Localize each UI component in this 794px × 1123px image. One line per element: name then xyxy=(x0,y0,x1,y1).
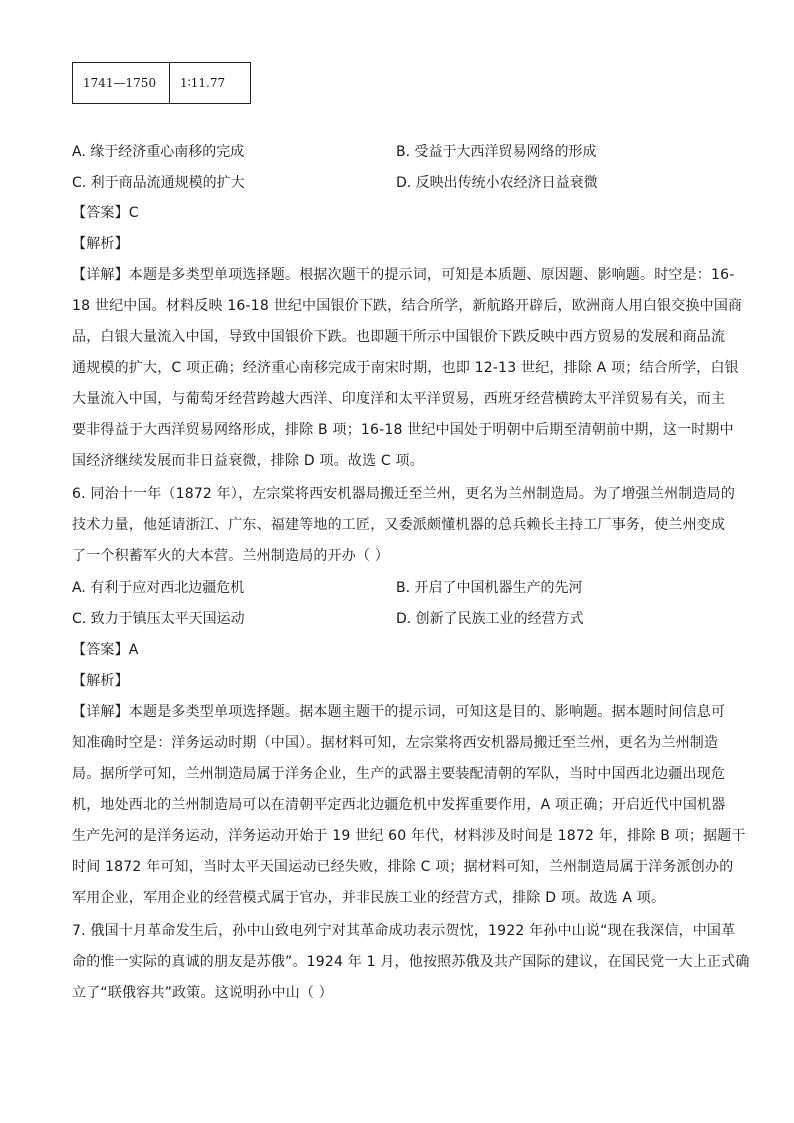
q6-analysis-label: 【解析】 xyxy=(72,673,129,689)
q5-detail-line: 18 世纪中国。材料反映 16-18 世纪中国银价下跌，结合所学，新航路开辟后，欧洲商人用白银交换中国商 xyxy=(72,298,743,314)
period-cell: 1741—1750 xyxy=(73,63,170,104)
q6-stem-line: 了一个积蓄军火的大本营。兰州制造局的开办（ ） xyxy=(72,548,390,564)
q7-stem-line: 命的惟一实际的真诚的朋友是苏俄”。1924 年 1 月，他按照苏俄及共产国际的建议，在国民党一大上正式确 xyxy=(72,954,750,970)
q6-stem-line: 6. 同治十一年（1872 年），左宗棠将西安机器局搬迁至兰州，更名为兰州制造局。为了增强兰州制造局的 xyxy=(72,486,736,502)
q7-stem-line: 7. 俄国十月革命发生后，孙中山致电列宁对其革命成功表示贺忱，1922 年孙中山说“现在我深信，中国革 xyxy=(72,923,736,939)
q6-option-d[interactable]: D. 创新了民族工业的经营方式 xyxy=(396,611,584,627)
q5-option-c[interactable]: C. 利于商品流通规模的扩大 xyxy=(72,175,245,191)
q5-detail-line: 大量流入中国，与葡萄牙经营跨越大西洋、印度洋和太平洋贸易，西班牙经营横跨太平洋贸易有关，而主 xyxy=(72,391,726,407)
q6-detail-line: 局。据所学可知，兰州制造局属于洋务企业，生产的武器主要装配清朝的军队，当时中国西北边疆出现危 xyxy=(72,766,726,782)
ratio-cell: 1∶11.77 xyxy=(170,63,251,104)
q6-detail-line: 【详解】本题是多类型单项选择题。据本题主题干的提示词，可知这是目的、影响题。据本题时间信息可 xyxy=(72,704,726,720)
table-row xyxy=(73,63,251,104)
q5-detail-line: 要非得益于大西洋贸易网络形成，排除 B 项；16-18 世纪中国处于明朝中后期至清朝前中期，这一时期中 xyxy=(72,422,734,438)
q6-option-c[interactable]: C. 致力于镇压太平天国运动 xyxy=(72,611,245,627)
silver-ratio-table xyxy=(72,62,251,104)
q5-detail-line: 品，白银大量流入中国，导致中国银价下跌。也即题干所示中国银价下跌反映中西方贸易的发展和商品流 xyxy=(72,329,726,345)
q5-analysis-label: 【解析】 xyxy=(72,236,129,252)
q6-detail-line: 机，地处西北的兰州制造局可以在清朝平定西北边疆危机中发挥重要作用，A 项正确；开启近代中国机器 xyxy=(72,797,726,813)
q7-stem-line: 立了“联俄容共”政策。这说明孙中山（ ） xyxy=(72,985,333,1001)
q6-detail-line: 时间 1872 年可知，当时太平天国运动已经失败，排除 C 项；据材料可知，兰州制造局属于洋务派创办的 xyxy=(72,859,734,875)
q6-detail-line: 知准确时空是：洋务运动时期（中国）。据材料可知，左宗棠将西安机器局搬迁至兰州，更名为兰州制造 xyxy=(72,735,719,751)
q6-option-b[interactable]: B. 开启了中国机器生产的先河 xyxy=(396,580,583,596)
q5-option-b[interactable]: B. 受益于大西洋贸易网络的形成 xyxy=(396,144,597,160)
q6-option-a[interactable]: A. 有利于应对西北边疆危机 xyxy=(72,580,245,596)
q5-option-d[interactable]: D. 反映出传统小农经济日益衰微 xyxy=(396,175,598,191)
q5-detail-line: 通规模的扩大，C 项正确；经济重心南移完成于南宋时期，也即 12-13 世纪，排除 A 项；结合所学，白银 xyxy=(72,360,739,376)
q6-stem-line: 技术力量，他延请浙江、广东、福建等地的工匠，又委派颇懂机器的总兵赖长主持工厂事务，使兰州变成 xyxy=(72,517,726,533)
q5-detail-line: 【详解】本题是多类型单项选择题。根据次题干的提示词，可知是本质题、原因题、影响题。时空是：16- xyxy=(72,267,735,283)
q5-answer: 【答案】C xyxy=(72,205,139,221)
q6-detail-line: 生产先河的是洋务运动，洋务运动开始于 19 世纪 60 年代，材料涉及时间是 1872 年，排除 B 项；据题干 xyxy=(72,828,746,844)
q6-detail-line: 军用企业，军用企业的经营模式属于官办，并非民族工业的经营方式，排除 D 项。故选 A 项。 xyxy=(72,890,666,906)
q5-option-a[interactable]: A. 缘于经济重心南移的完成 xyxy=(72,144,245,160)
q6-answer: 【答案】A xyxy=(72,642,139,658)
q5-detail-line: 国经济继续发展而非日益衰微，排除 D 项。故选 C 项。 xyxy=(72,453,424,469)
